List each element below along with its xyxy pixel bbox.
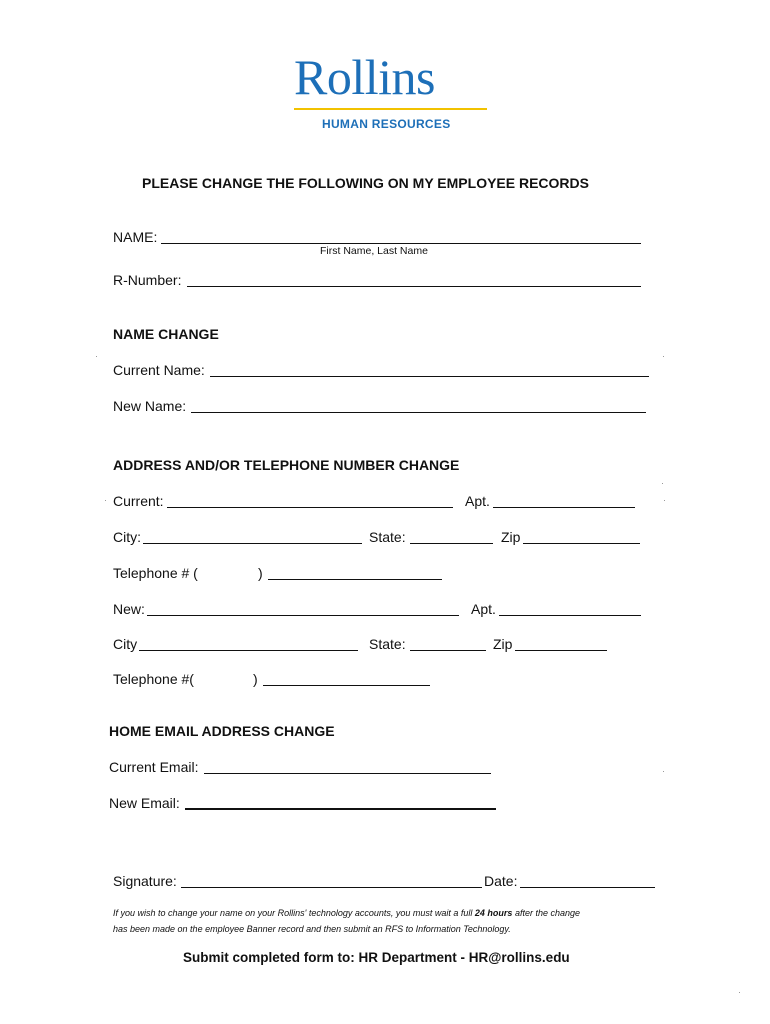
- city-label: City:: [113, 529, 141, 545]
- new-name-label: New Name:: [113, 398, 187, 414]
- zip-field[interactable]: [523, 543, 640, 544]
- telephone2-field[interactable]: [263, 685, 430, 686]
- current-address-field[interactable]: [167, 507, 453, 508]
- city2-label: City: [113, 636, 138, 652]
- date-label: Date:: [484, 873, 518, 889]
- city-field[interactable]: [143, 543, 362, 544]
- city2-field[interactable]: [139, 650, 358, 651]
- note-text-part2: after the change: [512, 908, 580, 918]
- scan-speck: [105, 500, 106, 501]
- state-field[interactable]: [410, 543, 493, 544]
- telephone2-label: Telephone #(: [113, 671, 194, 687]
- rnumber-field[interactable]: [187, 286, 641, 287]
- date-field[interactable]: [520, 887, 655, 888]
- name-field[interactable]: [161, 243, 641, 244]
- scan-speck: [662, 483, 663, 484]
- logo-subtitle: HUMAN RESOURCES: [322, 117, 451, 131]
- state-label: State:: [369, 529, 406, 545]
- zip2-label: Zip: [493, 636, 513, 652]
- note-text-line2: has been made on the employee Banner record and then submit an RFS to Information Technology.: [113, 924, 511, 934]
- scan-speck: [739, 992, 740, 993]
- new-address-label: New:: [113, 601, 145, 617]
- current-name-label: Current Name:: [113, 362, 205, 378]
- name-hint: First Name, Last Name: [320, 245, 428, 257]
- email-change-heading: HOME EMAIL ADDRESS CHANGE: [109, 723, 335, 739]
- signature-field[interactable]: [181, 887, 482, 888]
- address-change-heading: ADDRESS AND/OR TELEPHONE NUMBER CHANGE: [113, 457, 460, 473]
- note-bold-hours: 24 hours: [474, 908, 513, 918]
- state2-label: State:: [369, 636, 406, 652]
- current-email-field[interactable]: [204, 773, 491, 774]
- scan-speck: [663, 356, 664, 357]
- zip2-field[interactable]: [515, 650, 607, 651]
- signature-label: Signature:: [113, 873, 177, 889]
- scan-speck: [664, 500, 665, 501]
- apt2-field[interactable]: [499, 615, 641, 616]
- apt-field[interactable]: [493, 507, 635, 508]
- scan-speck: [663, 771, 664, 772]
- rollins-logo: Rollins: [294, 49, 435, 105]
- rnumber-label: R-Number:: [113, 272, 182, 288]
- new-name-field[interactable]: [191, 412, 646, 413]
- new-email-field[interactable]: [185, 808, 496, 810]
- name-change-heading: NAME CHANGE: [113, 326, 219, 342]
- submit-instructions: Submit completed form to: HR Department - HR@rollins.edu: [183, 950, 570, 965]
- current-address-label: Current:: [113, 493, 164, 509]
- new-address-field[interactable]: [147, 615, 459, 616]
- current-name-field[interactable]: [210, 376, 649, 377]
- paren-close2: ): [253, 671, 258, 687]
- name-label: NAME:: [113, 229, 158, 245]
- apt-label: Apt.: [465, 493, 490, 509]
- technology-note: [113, 905, 580, 937]
- telephone-label: Telephone # (: [113, 565, 198, 581]
- state2-field[interactable]: [410, 650, 486, 651]
- form-title: PLEASE CHANGE THE FOLLOWING ON MY EMPLOYEE RECORDS: [142, 175, 589, 191]
- paren-close: ): [258, 565, 263, 581]
- new-email-label: New Email:: [109, 795, 180, 811]
- apt2-label: Apt.: [471, 601, 496, 617]
- note-text-part1: If you wish to change your name on your Rollins' technology accounts, you must wait a full: [113, 908, 475, 918]
- scan-speck: [96, 356, 97, 357]
- logo-divider: [294, 108, 487, 110]
- telephone-field[interactable]: [268, 579, 442, 580]
- zip-label: Zip: [501, 529, 521, 545]
- current-email-label: Current Email:: [109, 759, 199, 775]
